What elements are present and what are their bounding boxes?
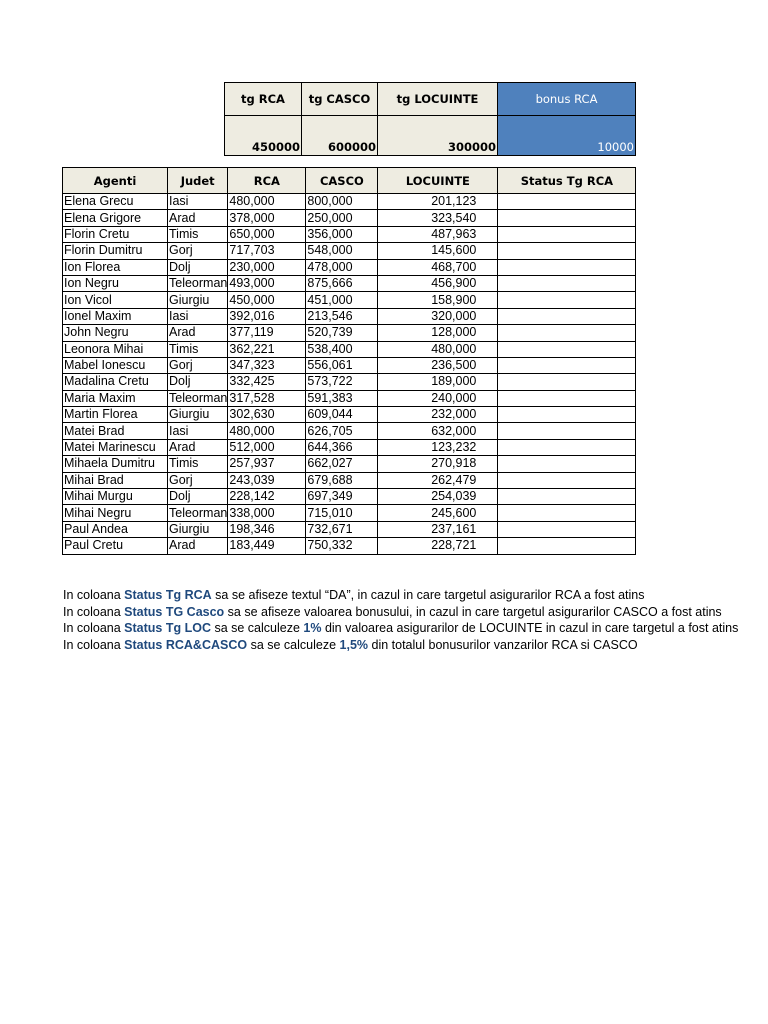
rca-cell[interactable]: 480,000 [228, 423, 306, 439]
status-tg-rca-cell[interactable] [498, 210, 636, 226]
rca-cell[interactable]: 228,142 [228, 489, 306, 505]
status-tg-rca-cell[interactable] [498, 275, 636, 291]
casco-cell[interactable]: 875,666 [306, 275, 378, 291]
tg-locuinte-value[interactable]: 300000 [378, 116, 498, 156]
rca-cell[interactable]: 198,346 [228, 521, 306, 537]
note-line [63, 620, 739, 637]
casco-cell[interactable]: 478,000 [306, 259, 378, 275]
rca-cell[interactable]: 378,000 [228, 210, 306, 226]
agent-cell[interactable]: Madalina Cretu [63, 374, 168, 390]
agent-cell[interactable]: Maria Maxim [63, 390, 168, 406]
agent-cell[interactable]: Leonora Mihai [63, 341, 168, 357]
note-line [63, 637, 638, 654]
judet-cell[interactable]: Teleorman [169, 505, 228, 520]
status-tg-rca-cell[interactable] [498, 505, 636, 521]
tg-rca-header[interactable]: tg RCA [225, 83, 302, 116]
table-row [63, 423, 636, 439]
agent-cell[interactable]: Martin Florea [63, 407, 168, 423]
judet-cell[interactable]: Timis [168, 226, 228, 242]
agents-body [63, 194, 636, 555]
status-tg-rca-cell[interactable] [498, 341, 636, 357]
table-row [63, 210, 636, 226]
locuinte-cell[interactable]: 123,232 [378, 439, 498, 455]
agent-cell[interactable]: Paul Andea [63, 521, 168, 537]
rca-cell[interactable]: 493,000 [228, 275, 306, 291]
judet-cell[interactable]: Timis [168, 341, 228, 357]
status-tg-rca-cell[interactable] [498, 325, 636, 341]
col-status-tg-rca-header[interactable]: Status Tg RCA [498, 168, 636, 194]
note-text: In coloana [63, 637, 125, 652]
locuinte-cell[interactable]: 128,000 [378, 325, 498, 341]
status-tg-rca-cell[interactable] [498, 194, 636, 210]
note-line [63, 604, 722, 621]
targets-table [224, 82, 636, 156]
judet-cell[interactable]: Teleorman [169, 276, 228, 291]
table-row [63, 521, 636, 537]
status-tg-rca-cell[interactable] [498, 472, 636, 488]
note-highlight: Status Tg LOC [124, 621, 211, 635]
agent-cell[interactable]: John Negru [63, 325, 168, 341]
judet-cell[interactable]: Timis [168, 456, 228, 472]
agent-cell[interactable]: Ion Vicol [63, 292, 168, 308]
status-tg-rca-cell[interactable] [498, 308, 636, 324]
judet-cell[interactable]: Dolj [168, 489, 228, 505]
casco-cell[interactable]: 609,044 [306, 407, 378, 423]
note-text: sa se afiseze textul “DA”, in cazul in care targetul asigurarilor RCA a fost atins [211, 588, 645, 602]
agent-cell[interactable]: Mihai Murgu [63, 489, 168, 505]
tg-locuinte-header[interactable]: tg LOCUINTE [378, 83, 498, 116]
status-tg-rca-cell[interactable] [498, 423, 636, 439]
locuinte-cell[interactable]: 270,918 [378, 456, 498, 472]
judet-cell[interactable]: Arad [168, 439, 228, 455]
agent-cell[interactable]: Elena Grigore [63, 210, 168, 226]
agent-cell[interactable]: Mabel Ionescu [63, 357, 168, 373]
agent-cell[interactable]: Ion Florea [63, 259, 168, 275]
locuinte-cell[interactable]: 245,600 [378, 505, 498, 521]
judet-cell[interactable]: Teleorman [169, 390, 228, 405]
casco-cell[interactable]: 356,000 [306, 226, 378, 242]
note-text: sa se calculeze [210, 621, 304, 635]
locuinte-cell[interactable]: 158,900 [378, 292, 498, 308]
judet-cell[interactable]: Giurgiu [168, 521, 228, 537]
status-tg-rca-cell[interactable] [498, 521, 636, 537]
table-row [63, 226, 636, 242]
note-text: In coloana [63, 604, 125, 619]
tg-rca-value[interactable]: 450000 [225, 116, 302, 156]
table-row [63, 390, 636, 406]
judet-cell[interactable]: Iasi [168, 423, 228, 439]
judet-cell[interactable]: Gorj [168, 472, 228, 488]
casco-cell[interactable]: 556,061 [306, 357, 378, 373]
casco-cell[interactable]: 250,000 [306, 210, 378, 226]
status-tg-rca-cell[interactable] [498, 259, 636, 275]
casco-cell[interactable]: 800,000 [306, 194, 378, 210]
agent-cell[interactable]: Ion Negru [63, 275, 168, 291]
rca-cell[interactable]: 257,937 [228, 456, 306, 472]
casco-cell[interactable]: 750,332 [306, 538, 378, 554]
locuinte-cell[interactable]: 468,700 [378, 259, 498, 275]
agent-cell[interactable]: Paul Cretu [63, 538, 168, 554]
agents-table [62, 167, 636, 555]
rca-cell[interactable]: 183,449 [228, 538, 306, 554]
table-row [63, 243, 636, 259]
locuinte-cell[interactable]: 228,721 [378, 538, 498, 554]
judet-cell[interactable]: Arad [168, 325, 228, 341]
locuinte-cell[interactable]: 487,963 [378, 226, 498, 242]
judet-cell[interactable]: Gorj [168, 357, 228, 373]
locuinte-cell[interactable]: 262,479 [378, 472, 498, 488]
rca-cell[interactable]: 450,000 [228, 292, 306, 308]
status-tg-rca-cell[interactable] [498, 390, 636, 406]
agent-cell[interactable]: Ionel Maxim [63, 308, 168, 324]
table-row [63, 505, 636, 521]
casco-cell[interactable]: 644,366 [306, 439, 378, 455]
table-row [63, 374, 636, 390]
note-highlight: Status RCA&CASCO [124, 637, 248, 652]
tg-casco-header[interactable]: tg CASCO [302, 83, 378, 116]
note-highlight: 1,5% [339, 637, 369, 652]
targets-header-row [225, 83, 636, 116]
judet-cell[interactable]: Giurgiu [168, 407, 228, 423]
rca-cell[interactable]: 317,528 [228, 390, 306, 406]
rca-cell[interactable]: 338,000 [228, 505, 306, 521]
note-line [63, 587, 645, 604]
table-row [63, 325, 636, 341]
status-tg-rca-cell[interactable] [498, 243, 636, 259]
rca-cell[interactable]: 650,000 [228, 226, 306, 242]
judet-cell[interactable]: Gorj [168, 243, 228, 259]
rca-cell[interactable]: 302,630 [228, 407, 306, 423]
rca-cell[interactable]: 243,039 [228, 472, 306, 488]
agent-cell[interactable]: Matei Brad [63, 423, 168, 439]
casco-cell[interactable]: 662,027 [306, 456, 378, 472]
agent-cell[interactable]: Elena Grecu [63, 194, 168, 210]
table-row [63, 489, 636, 505]
note-text: In coloana [63, 588, 125, 602]
casco-cell[interactable]: 520,739 [306, 325, 378, 341]
table-row [63, 538, 636, 554]
bonus-rca-header[interactable]: bonus RCA [498, 83, 636, 116]
table-row [63, 439, 636, 455]
locuinte-cell[interactable]: 201,123 [378, 194, 498, 210]
table-row [63, 357, 636, 373]
note-text: sa se afiseze valoarea bonusului, in cazul in care targetul asigurarilor CASCO a fost atins [224, 604, 722, 619]
judet-cell[interactable]: Dolj [168, 374, 228, 390]
locuinte-cell[interactable]: 456,900 [378, 275, 498, 291]
status-tg-rca-cell[interactable] [498, 292, 636, 308]
locuinte-cell[interactable]: 236,500 [378, 357, 498, 373]
status-tg-rca-cell[interactable] [498, 538, 636, 554]
judet-cell[interactable]: Arad [168, 210, 228, 226]
status-tg-rca-cell[interactable] [498, 489, 636, 505]
agent-cell[interactable]: Matei Marinescu [63, 439, 168, 455]
locuinte-cell[interactable]: 237,161 [378, 521, 498, 537]
casco-cell[interactable]: 548,000 [306, 243, 378, 259]
note-highlight: 1% [303, 621, 322, 635]
rca-cell[interactable]: 332,425 [228, 374, 306, 390]
status-tg-rca-cell[interactable] [498, 357, 636, 373]
agent-cell[interactable]: Florin Cretu [63, 226, 168, 242]
agent-cell[interactable]: Mihai Negru [63, 505, 168, 521]
table-row [63, 275, 636, 291]
agent-cell[interactable]: Florin Dumitru [63, 243, 168, 259]
tg-casco-value[interactable]: 600000 [302, 116, 378, 156]
instructions-notes [63, 587, 739, 653]
table-row [63, 472, 636, 488]
col-judet-header[interactable]: Judet [168, 168, 228, 194]
status-tg-rca-cell[interactable] [498, 407, 636, 423]
note-highlight: Status Tg RCA [124, 588, 212, 602]
locuinte-cell[interactable]: 254,039 [378, 489, 498, 505]
locuinte-cell[interactable]: 232,000 [378, 407, 498, 423]
note-text: In coloana [63, 621, 125, 635]
rca-cell[interactable]: 362,221 [228, 341, 306, 357]
rca-cell[interactable]: 512,000 [228, 439, 306, 455]
locuinte-cell[interactable]: 145,600 [378, 243, 498, 259]
judet-cell[interactable]: Iasi [168, 308, 228, 324]
table-row [63, 259, 636, 275]
targets-value-row [225, 116, 636, 156]
locuinte-cell[interactable]: 320,000 [378, 308, 498, 324]
table-row [63, 308, 636, 324]
casco-cell[interactable]: 591,383 [306, 390, 378, 406]
agent-cell[interactable]: Mihai Brad [63, 472, 168, 488]
locuinte-cell[interactable]: 323,540 [378, 210, 498, 226]
rca-cell[interactable]: 230,000 [228, 259, 306, 275]
note-highlight: Status TG Casco [124, 604, 225, 619]
casco-cell[interactable]: 573,722 [306, 374, 378, 390]
table-row [63, 341, 636, 357]
col-locuinte-header[interactable]: LOCUINTE [378, 168, 498, 194]
bonus-rca-value[interactable]: 10000 [498, 116, 636, 156]
judet-cell[interactable]: Arad [168, 538, 228, 554]
rca-cell[interactable]: 392,016 [228, 308, 306, 324]
casco-cell[interactable]: 697,349 [306, 489, 378, 505]
judet-cell[interactable]: Giurgiu [168, 292, 228, 308]
status-tg-rca-cell[interactable] [498, 374, 636, 390]
rca-cell[interactable]: 717,703 [228, 243, 306, 259]
locuinte-cell[interactable]: 632,000 [378, 423, 498, 439]
casco-cell[interactable]: 213,546 [306, 308, 378, 324]
casco-cell[interactable]: 679,688 [306, 472, 378, 488]
col-rca-header[interactable]: RCA [228, 168, 306, 194]
locuinte-cell[interactable]: 240,000 [378, 390, 498, 406]
note-text: sa se calculeze [247, 637, 340, 652]
casco-cell[interactable]: 732,671 [306, 521, 378, 537]
status-tg-rca-cell[interactable] [498, 226, 636, 242]
agents-header-row [63, 168, 636, 194]
status-tg-rca-cell[interactable] [498, 456, 636, 472]
table-row [63, 194, 636, 210]
casco-cell[interactable]: 626,705 [306, 423, 378, 439]
judet-cell[interactable]: Dolj [168, 259, 228, 275]
status-tg-rca-cell[interactable] [498, 439, 636, 455]
table-row [63, 292, 636, 308]
table-row [63, 456, 636, 472]
rca-cell[interactable]: 347,323 [228, 357, 306, 373]
agent-cell[interactable]: Mihaela Dumitru [63, 456, 168, 472]
locuinte-cell[interactable]: 480,000 [378, 341, 498, 357]
judet-cell[interactable]: Iasi [168, 194, 228, 210]
locuinte-cell[interactable]: 189,000 [378, 374, 498, 390]
casco-cell[interactable]: 715,010 [306, 505, 378, 521]
casco-cell[interactable]: 451,000 [306, 292, 378, 308]
rca-cell[interactable]: 480,000 [228, 194, 306, 210]
col-agenti-header[interactable]: Agenti [63, 168, 168, 194]
col-casco-header[interactable]: CASCO [306, 168, 378, 194]
rca-cell[interactable]: 377,119 [228, 325, 306, 341]
note-text: din totalul bonusurilor vanzarilor RCA si CASCO [368, 637, 638, 652]
table-row [63, 407, 636, 423]
casco-cell[interactable]: 538,400 [306, 341, 378, 357]
note-text: din valoarea asigurarilor de LOCUINTE in cazul in care targetul a fost atins [321, 621, 739, 635]
